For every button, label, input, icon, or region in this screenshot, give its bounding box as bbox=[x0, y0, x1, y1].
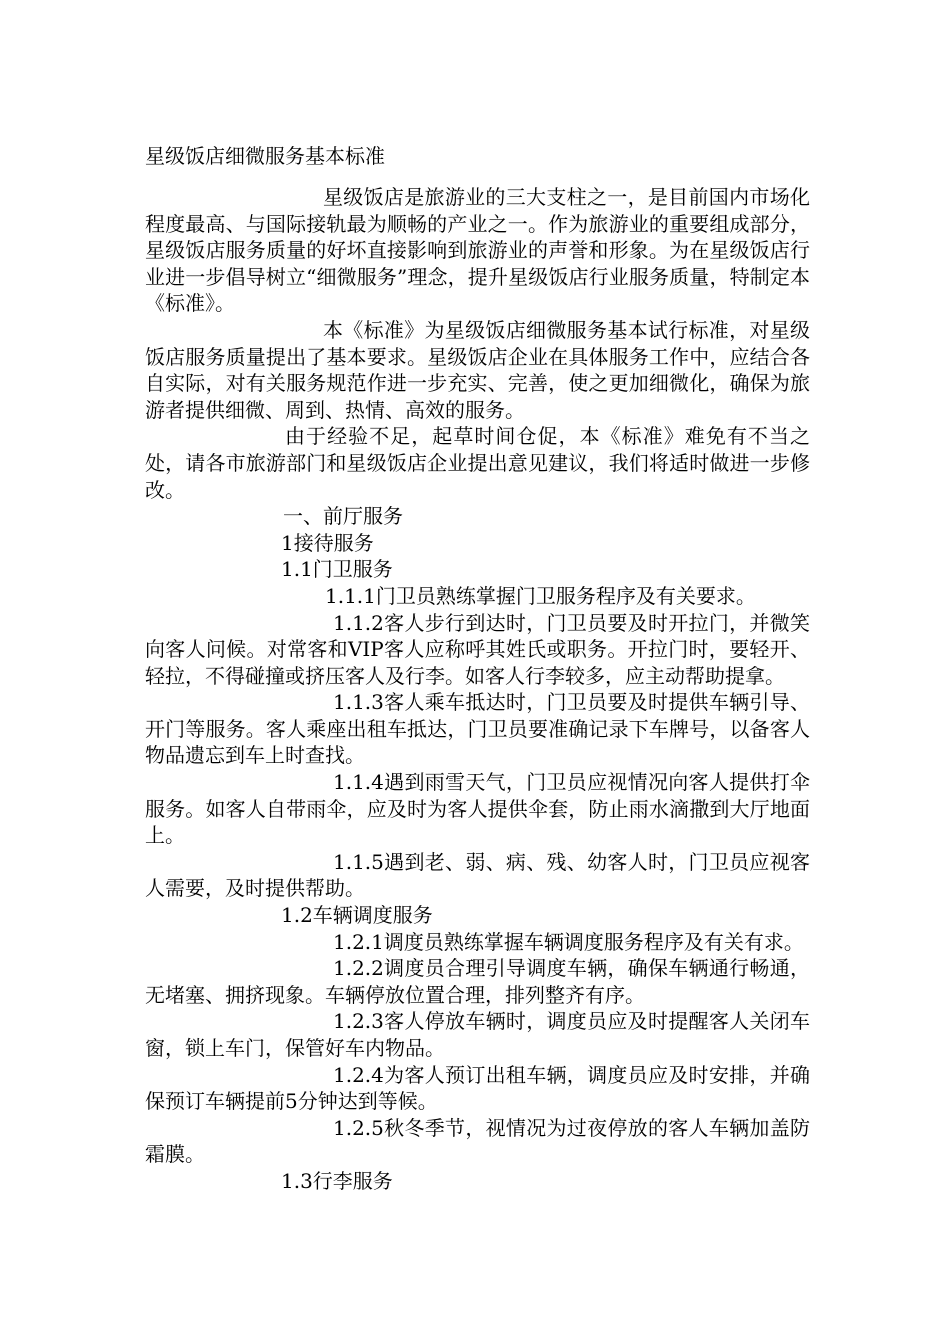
item-1-2-2: 1.2.2调度员合理引导调度车辆，确保车辆通行畅通，无堵塞、拥挤现象。车辆停放位置合理，排列整齐有序。 bbox=[145, 956, 810, 1007]
item-1-2-3: 1.2.3客人停放车辆时，调度员应及时提醒客人关闭车窗，锁上车门，保管好车内物品。 bbox=[145, 1009, 810, 1060]
section-heading-luggage-service: 1.3行李服务 bbox=[281, 1168, 393, 1193]
item-1-2-4: 1.2.4为客人预订出租车辆，调度员应及时安排，并确保预订车辆提前5分钟达到等候。 bbox=[145, 1062, 810, 1114]
item-1-2-1: 1.2.1调度员熟练掌握车辆调度服务程序及有关有求。 bbox=[333, 929, 804, 954]
item-1-1-4: 1.1.4遇到雨雪天气，门卫员应视情况向客人提供打伞服务。如客人自带雨伞，应及时为客人提供伞套，防止雨水滴撒到大厅地面上。 bbox=[145, 770, 810, 848]
document-title: 星级饭店细微服务基本标准 bbox=[145, 144, 385, 168]
section-heading-door-service: 1.1门卫服务 bbox=[281, 557, 393, 582]
section-heading-reception: 1接待服务 bbox=[281, 530, 374, 555]
section-heading-vehicle-dispatch: 1.2车辆调度服务 bbox=[281, 903, 433, 928]
document-body bbox=[145, 184, 810, 1195]
item-1-1-5: 1.1.5遇到老、弱、病、残、幼客人时，门卫员应视客人需要，及时提供帮助。 bbox=[145, 849, 810, 901]
intro-paragraph-1: 星级饭店是旅游业的三大支柱之一，是目前国内市场化程度最高、与国际接轨最为顺畅的产业之一。作为旅游业的重要组成部分，星级饭店服务质量的好坏直接影响到旅游业的声誉和形象。为在星级饭店行业进一步倡导树立“细微服务”理念，提升星级饭店行业服务质量，特制定本《标准》。 bbox=[145, 185, 810, 316]
section-heading-front-office: 一、前厅服务 bbox=[283, 504, 403, 529]
intro-paragraph-2: 本《标准》为星级饭店细微服务基本试行标准，对星级饭店服务质量提出了基本要求。星级饭店企业在具体服务工作中，应结合各自实际，对有关服务规范作进一步充实、完善，使之更加细微化，确保为旅游者提供细微、周到、热情、高效的服务。 bbox=[145, 317, 810, 422]
item-1-1-3: 1.1.3客人乘车抵达时，门卫员要及时提供车辆引导、开门等服务。客人乘座出租车抵达，门卫员要准确记录下车牌号，以备客人物品遗忘到车上时查找。 bbox=[145, 690, 810, 768]
item-1-1-1: 1.1.1门卫员熟练掌握门卫服务程序及有关要求。 bbox=[325, 583, 756, 608]
item-1-1-2: 1.1.2客人步行到达时，门卫员要及时开拉门，并微笑向客人问候。对常客和VIP客人应称呼其姓氏或职务。开拉门时，要轻开、轻拉，不得碰撞或挤压客人及行李。如客人行李较多，应主动帮助提拿。 bbox=[145, 610, 810, 688]
item-1-2-5: 1.2.5秋冬季节，视情况为过夜停放的客人车辆加盖防霜膜。 bbox=[145, 1115, 810, 1167]
intro-paragraph-3: 由于经验不足，起草时间仓促，本《标准》难免有不当之处，请各市旅游部门和星级饭店企业提出意见建议，我们将适时做进一步修改。 bbox=[145, 424, 810, 502]
